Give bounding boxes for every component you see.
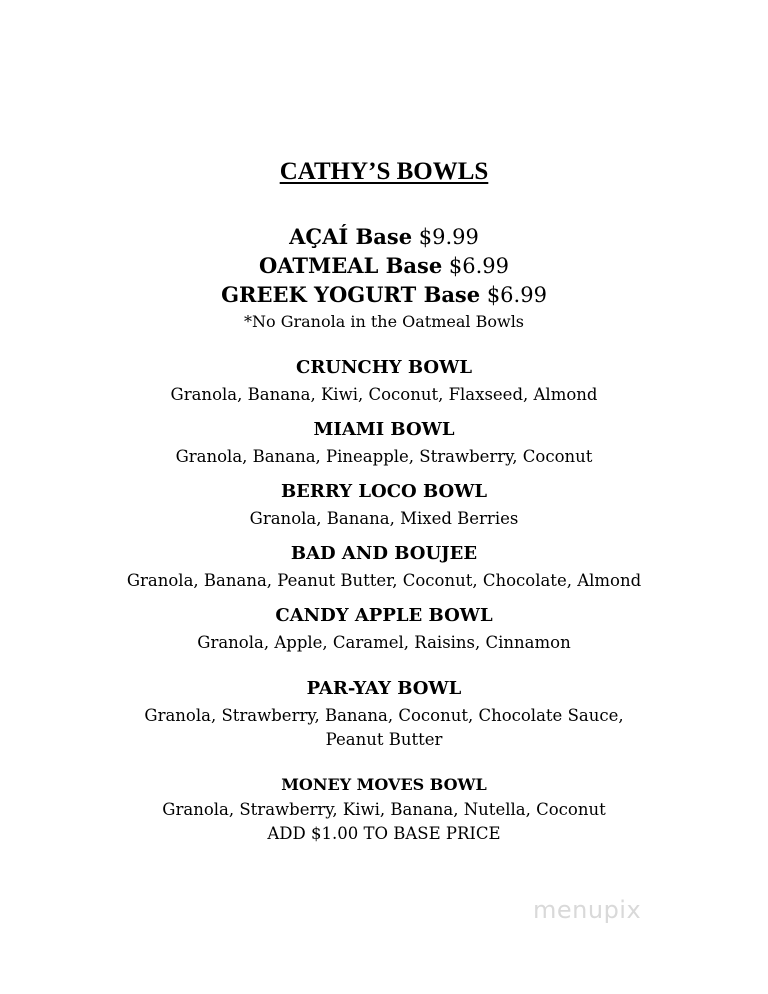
bowl-ingredients-money-moves: Granola, Strawberry, Kiwi, Banana, Nutella, Coconut	[162, 800, 606, 819]
base-price: $9.99	[418, 225, 479, 249]
bowl-ingredients-miami: Granola, Banana, Pineapple, Strawberry, Coconut	[175, 447, 593, 466]
menupix-watermark: menupix	[533, 896, 642, 924]
bowl-ingredients-candy-apple: Granola, Apple, Caramel, Raisins, Cinnamon	[197, 633, 571, 652]
bowl-name-crunchy: CRUNCHY BOWL	[296, 357, 472, 378]
base-price: $6.99	[448, 254, 510, 278]
bowl-name-berry-loco: BERRY LOCO BOWL	[280, 481, 488, 502]
bowl-price-note-money-moves: ADD $1.00 TO BASE PRICE	[267, 824, 501, 843]
bowl-name-candy-apple: CANDY APPLE BOWL	[275, 605, 493, 626]
bowl-ingredients-crunchy: Granola, Banana, Kiwi, Coconut, Flaxseed, Almond	[170, 385, 598, 404]
base-price: $6.99	[486, 283, 547, 307]
base-acai	[0, 222, 768, 252]
base-name: AÇAÍ Base	[289, 224, 413, 249]
base-name: GREEK YOGURT Base	[221, 282, 481, 307]
bowl-ingredients-bad-and-boujee: Granola, Banana, Peanut Butter, Coconut, Chocolate, Almond	[126, 571, 642, 590]
bowl-ingredients-berry-loco: Granola, Banana, Mixed Berries	[249, 509, 519, 528]
menu-title: CATHY’S BOWLS	[279, 158, 489, 185]
base-oatmeal	[0, 251, 768, 281]
bowl-ingredients-par-yay-line-1: Granola, Strawberry, Banana, Coconut, Chocolate Sauce,	[144, 706, 624, 725]
base-greek-yogurt	[0, 280, 768, 310]
bowl-name-money-moves: MONEY MOVES BOWL	[281, 775, 487, 794]
oatmeal-note: *No Granola in the Oatmeal Bowls	[243, 312, 525, 331]
bowl-ingredients-par-yay-line-2: Peanut Butter	[325, 730, 443, 749]
bowl-name-miami: MIAMI BOWL	[313, 419, 455, 440]
bowl-name-par-yay: PAR-YAY BOWL	[306, 678, 462, 699]
base-name: OATMEAL Base	[258, 253, 443, 278]
bowl-name-bad-and-boujee: BAD AND BOUJEE	[290, 543, 478, 564]
